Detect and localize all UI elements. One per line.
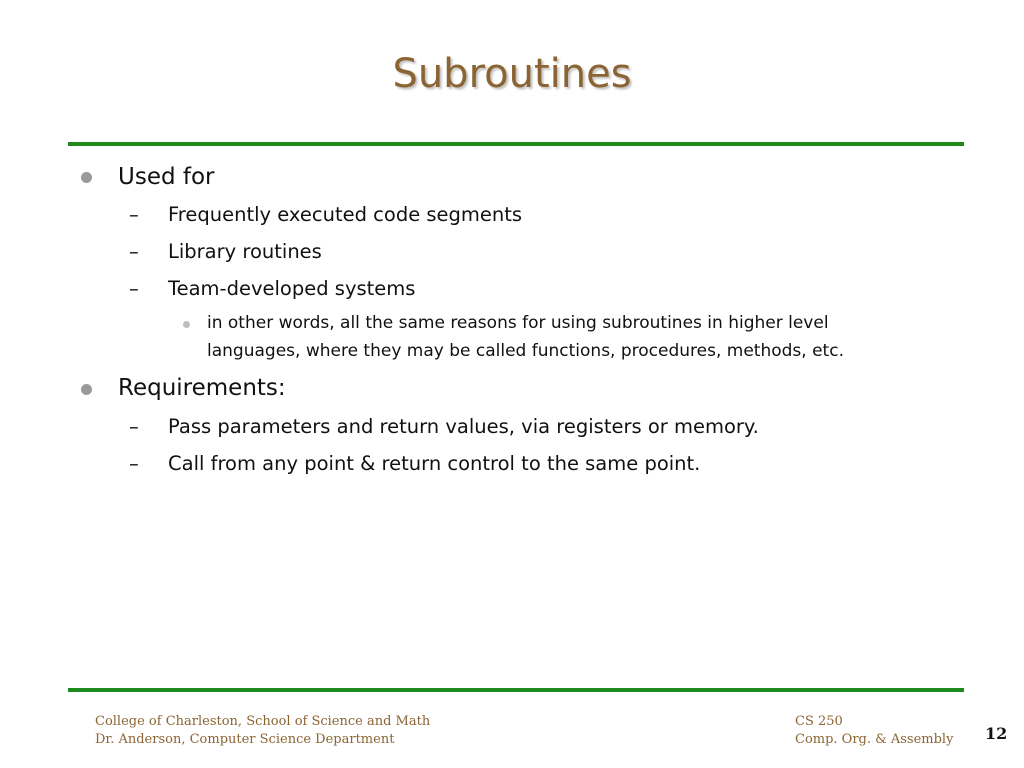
footer-course-code: CS 250 bbox=[795, 714, 843, 729]
bullet-dot-icon bbox=[81, 384, 92, 395]
footer-course-name: Comp. Org. & Assembly bbox=[795, 732, 954, 747]
bullet-used-for: Used for bbox=[118, 164, 215, 190]
footer-left bbox=[95, 713, 430, 749]
dash-icon: – bbox=[129, 203, 139, 226]
sub-bullet-pass-parameters: Pass parameters and return values, via registers or memory. bbox=[168, 415, 759, 438]
footer-divider bbox=[68, 688, 964, 692]
footer-right bbox=[795, 713, 953, 749]
dash-icon: – bbox=[129, 240, 139, 263]
dash-icon: – bbox=[129, 415, 139, 438]
slide-title: Subroutines bbox=[392, 51, 632, 97]
page-number: 12 bbox=[985, 724, 1008, 743]
small-bullet-dot-icon bbox=[183, 321, 190, 328]
dash-icon: – bbox=[129, 452, 139, 475]
sub-sub-bullet-other-words: in other words, all the same reasons for using subroutines in higher level languages, where they may be called functions, procedures, methods, etc. bbox=[207, 313, 844, 361]
sub-bullet-call-from-any-point: Call from any point & return control to the same point. bbox=[168, 452, 701, 475]
sub-bullet-library-routines: Library routines bbox=[168, 240, 322, 263]
sub-bullet-team-developed: Team-developed systems bbox=[168, 277, 416, 300]
sub-bullet-frequently-executed: Frequently executed code segments bbox=[168, 203, 523, 226]
bullet-dot-icon bbox=[81, 172, 92, 183]
bullet-requirements: Requirements: bbox=[118, 375, 286, 401]
footer-institution: College of Charleston, School of Science and Math bbox=[95, 714, 431, 729]
footer-instructor: Dr. Anderson, Computer Science Department bbox=[95, 732, 395, 747]
dash-icon: – bbox=[129, 277, 139, 300]
